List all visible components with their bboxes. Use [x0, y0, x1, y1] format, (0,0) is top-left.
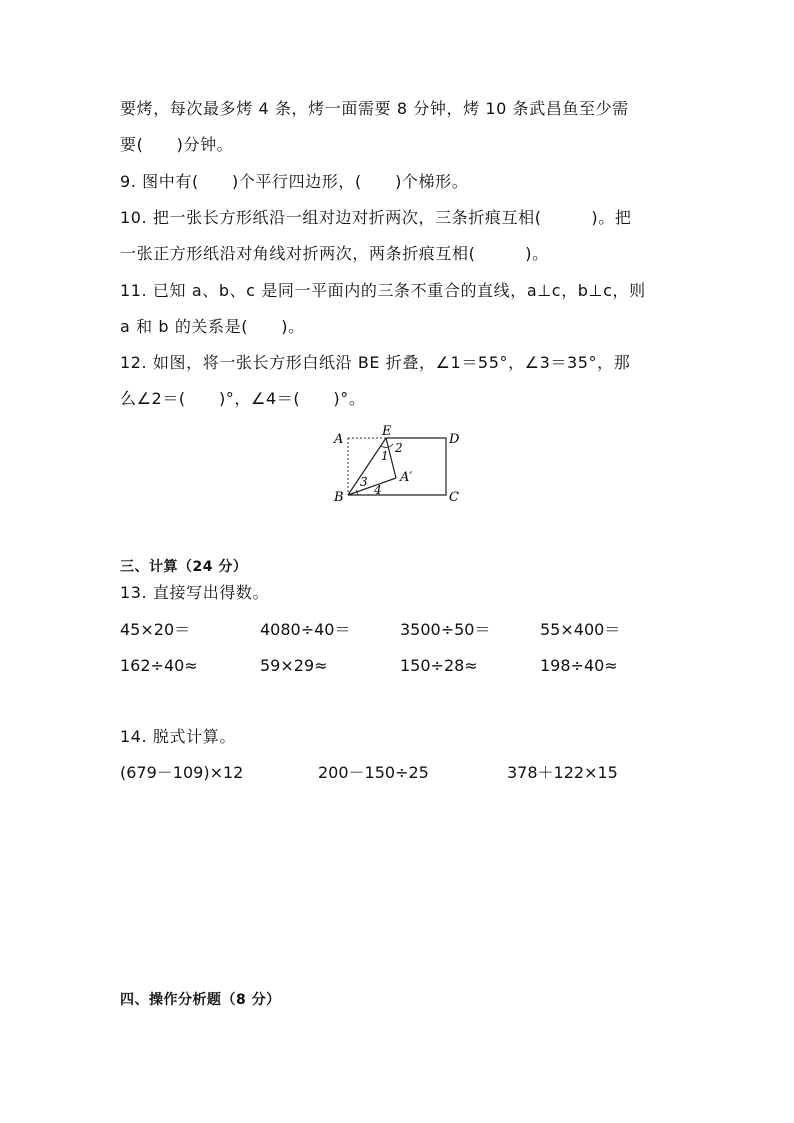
q8-text-line2: 要( )分钟。 [120, 135, 234, 154]
q8-text-line1: 要烤，每次最多烤 4 条，烤一面需要 8 分钟，烤 10 条武昌鱼至少需 [120, 99, 629, 118]
direct-calc-item: 4080÷40＝ [260, 620, 351, 639]
label-angle-4: 4 [374, 483, 382, 497]
q14-title: 14. 脱式计算。 [120, 727, 236, 746]
label-B: B [334, 490, 344, 505]
label-C: C [449, 490, 459, 505]
section4-title: 四、操作分析题（8 分） [120, 992, 281, 1008]
label-D: D [449, 432, 460, 447]
label-angle-1: 1 [381, 449, 389, 463]
direct-calc-item: 150÷28≈ [400, 656, 478, 675]
label-angle-2: 2 [395, 441, 403, 455]
direct-calc-item: 3500÷50＝ [400, 620, 491, 639]
section3-title: 三、计算（24 分） [120, 559, 248, 575]
q12-text-line1: 12. 如图，将一张长方形白纸沿 BE 折叠，∠1＝55°，∠3＝35°，那 [120, 353, 631, 372]
q13-title: 13. 直接写出得数。 [120, 583, 270, 602]
q11-text-line2: a 和 b 的关系是( )。 [120, 317, 305, 336]
flap-edge-BA [348, 478, 396, 495]
label-A: A [334, 432, 344, 447]
angle-arc-E [381, 444, 393, 447]
q10-text-line2: 一张正方形纸沿对角线对折两次，两条折痕互相( )。 [120, 244, 549, 263]
q12-text-line2: 么∠2＝( )°，∠4＝( )°。 [120, 389, 366, 408]
label-E: E [382, 424, 392, 439]
direct-calc-item: 162÷40≈ [120, 656, 198, 675]
folded-rectangle-figure [325, 422, 475, 510]
direct-calc-item: 55×400＝ [540, 620, 621, 639]
q9-text: 9. 图中有( )个平行四边形，( )个梯形。 [120, 172, 469, 191]
direct-calc-item: 45×20＝ [120, 620, 191, 639]
direct-calc-item: 198÷40≈ [540, 656, 618, 675]
stepwise-calc-item: 200－150÷25 [318, 763, 429, 782]
q10-text-line1: 10. 把一张长方形纸沿一组对边对折两次，三条折痕互相( )。把 [120, 208, 632, 227]
q11-text-line1: 11. 已知 a、b、c 是同一平面内的三条不重合的直线，a⊥c，b⊥c，则 [120, 281, 646, 300]
label-angle-3: 3 [360, 475, 368, 489]
stepwise-calc-item: 378＋122×15 [507, 763, 618, 782]
direct-calc-item: 59×29≈ [260, 656, 328, 675]
label-A-prime: A′ [400, 470, 413, 485]
stepwise-calc-item: (679－109)×12 [120, 763, 244, 782]
